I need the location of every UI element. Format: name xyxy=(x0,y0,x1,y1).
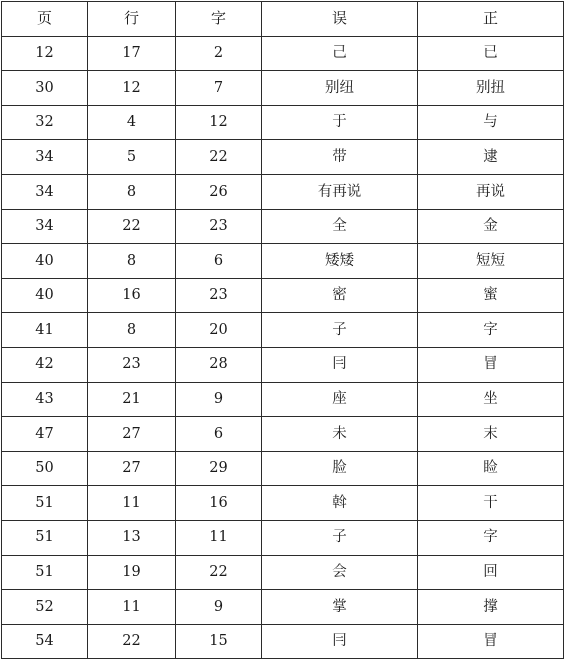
table-row xyxy=(2,71,564,106)
cell-wrong: 会 xyxy=(262,555,418,590)
header-wrong: 误 xyxy=(262,2,418,37)
cell-right: 短短 xyxy=(418,244,564,279)
cell-right: 金 xyxy=(418,209,564,244)
cell-line: 8 xyxy=(88,174,176,209)
cell-char: 9 xyxy=(176,590,262,625)
cell-page: 34 xyxy=(2,209,88,244)
cell-char: 16 xyxy=(176,486,262,521)
table-row xyxy=(2,486,564,521)
cell-right: 逮 xyxy=(418,140,564,175)
table-row xyxy=(2,417,564,452)
cell-page: 43 xyxy=(2,382,88,417)
cell-wrong: 掌 xyxy=(262,590,418,625)
cell-page: 50 xyxy=(2,451,88,486)
cell-char: 29 xyxy=(176,451,262,486)
cell-page: 54 xyxy=(2,624,88,659)
cell-line: 19 xyxy=(88,555,176,590)
cell-char: 12 xyxy=(176,105,262,140)
cell-page: 42 xyxy=(2,347,88,382)
cell-page: 47 xyxy=(2,417,88,452)
cell-wrong: 矮矮 xyxy=(262,244,418,279)
cell-page: 12 xyxy=(2,36,88,71)
cell-line: 11 xyxy=(88,590,176,625)
cell-right: 撑 xyxy=(418,590,564,625)
cell-right: 别扭 xyxy=(418,71,564,106)
cell-wrong: 密 xyxy=(262,278,418,313)
cell-page: 34 xyxy=(2,174,88,209)
table-row xyxy=(2,590,564,625)
cell-char: 7 xyxy=(176,71,262,106)
table-row xyxy=(2,347,564,382)
table-row xyxy=(2,624,564,659)
cell-wrong: 脸 xyxy=(262,451,418,486)
cell-page: 30 xyxy=(2,71,88,106)
cell-line: 4 xyxy=(88,105,176,140)
cell-line: 16 xyxy=(88,278,176,313)
cell-right: 再说 xyxy=(418,174,564,209)
cell-char: 23 xyxy=(176,209,262,244)
cell-line: 27 xyxy=(88,451,176,486)
cell-line: 23 xyxy=(88,347,176,382)
cell-line: 13 xyxy=(88,520,176,555)
table-row xyxy=(2,36,564,71)
cell-wrong: 冃 xyxy=(262,624,418,659)
cell-char: 28 xyxy=(176,347,262,382)
cell-char: 20 xyxy=(176,313,262,348)
cell-page: 52 xyxy=(2,590,88,625)
cell-page: 34 xyxy=(2,140,88,175)
cell-wrong: 未 xyxy=(262,417,418,452)
cell-wrong: 全 xyxy=(262,209,418,244)
cell-right: 末 xyxy=(418,417,564,452)
cell-char: 23 xyxy=(176,278,262,313)
cell-right: 冒 xyxy=(418,347,564,382)
cell-char: 6 xyxy=(176,417,262,452)
table-row xyxy=(2,520,564,555)
header-row xyxy=(2,2,564,37)
cell-wrong: 斡 xyxy=(262,486,418,521)
cell-char: 2 xyxy=(176,36,262,71)
cell-page: 40 xyxy=(2,244,88,279)
cell-right: 回 xyxy=(418,555,564,590)
table-row xyxy=(2,140,564,175)
cell-wrong: 子 xyxy=(262,520,418,555)
cell-right: 睑 xyxy=(418,451,564,486)
cell-right: 坐 xyxy=(418,382,564,417)
cell-char: 22 xyxy=(176,555,262,590)
cell-char: 15 xyxy=(176,624,262,659)
table-row xyxy=(2,555,564,590)
cell-line: 22 xyxy=(88,209,176,244)
cell-right: 蜜 xyxy=(418,278,564,313)
table-row xyxy=(2,451,564,486)
table-row xyxy=(2,278,564,313)
cell-page: 40 xyxy=(2,278,88,313)
table-row xyxy=(2,209,564,244)
cell-line: 17 xyxy=(88,36,176,71)
cell-char: 26 xyxy=(176,174,262,209)
cell-line: 27 xyxy=(88,417,176,452)
errata-table xyxy=(1,1,564,659)
header-page: 页 xyxy=(2,2,88,37)
cell-char: 9 xyxy=(176,382,262,417)
table-row xyxy=(2,244,564,279)
table-row xyxy=(2,105,564,140)
table-row xyxy=(2,313,564,348)
cell-char: 11 xyxy=(176,520,262,555)
cell-line: 12 xyxy=(88,71,176,106)
cell-line: 11 xyxy=(88,486,176,521)
cell-right: 字 xyxy=(418,520,564,555)
table-row xyxy=(2,382,564,417)
cell-line: 22 xyxy=(88,624,176,659)
cell-wrong: 别纽 xyxy=(262,71,418,106)
cell-wrong: 己 xyxy=(262,36,418,71)
cell-line: 8 xyxy=(88,313,176,348)
cell-page: 41 xyxy=(2,313,88,348)
cell-wrong: 带 xyxy=(262,140,418,175)
cell-char: 22 xyxy=(176,140,262,175)
cell-right: 字 xyxy=(418,313,564,348)
cell-page: 51 xyxy=(2,486,88,521)
cell-line: 5 xyxy=(88,140,176,175)
cell-wrong: 座 xyxy=(262,382,418,417)
header-right: 正 xyxy=(418,2,564,37)
cell-page: 51 xyxy=(2,555,88,590)
cell-line: 8 xyxy=(88,244,176,279)
cell-wrong: 冃 xyxy=(262,347,418,382)
cell-right: 已 xyxy=(418,36,564,71)
cell-wrong: 子 xyxy=(262,313,418,348)
cell-right: 冒 xyxy=(418,624,564,659)
cell-line: 21 xyxy=(88,382,176,417)
cell-char: 6 xyxy=(176,244,262,279)
cell-page: 51 xyxy=(2,520,88,555)
cell-right: 与 xyxy=(418,105,564,140)
cell-wrong: 于 xyxy=(262,105,418,140)
cell-wrong: 有再说 xyxy=(262,174,418,209)
table-body xyxy=(2,36,564,659)
cell-right: 干 xyxy=(418,486,564,521)
table-row xyxy=(2,174,564,209)
cell-page: 32 xyxy=(2,105,88,140)
header-line: 行 xyxy=(88,2,176,37)
header-char: 字 xyxy=(176,2,262,37)
